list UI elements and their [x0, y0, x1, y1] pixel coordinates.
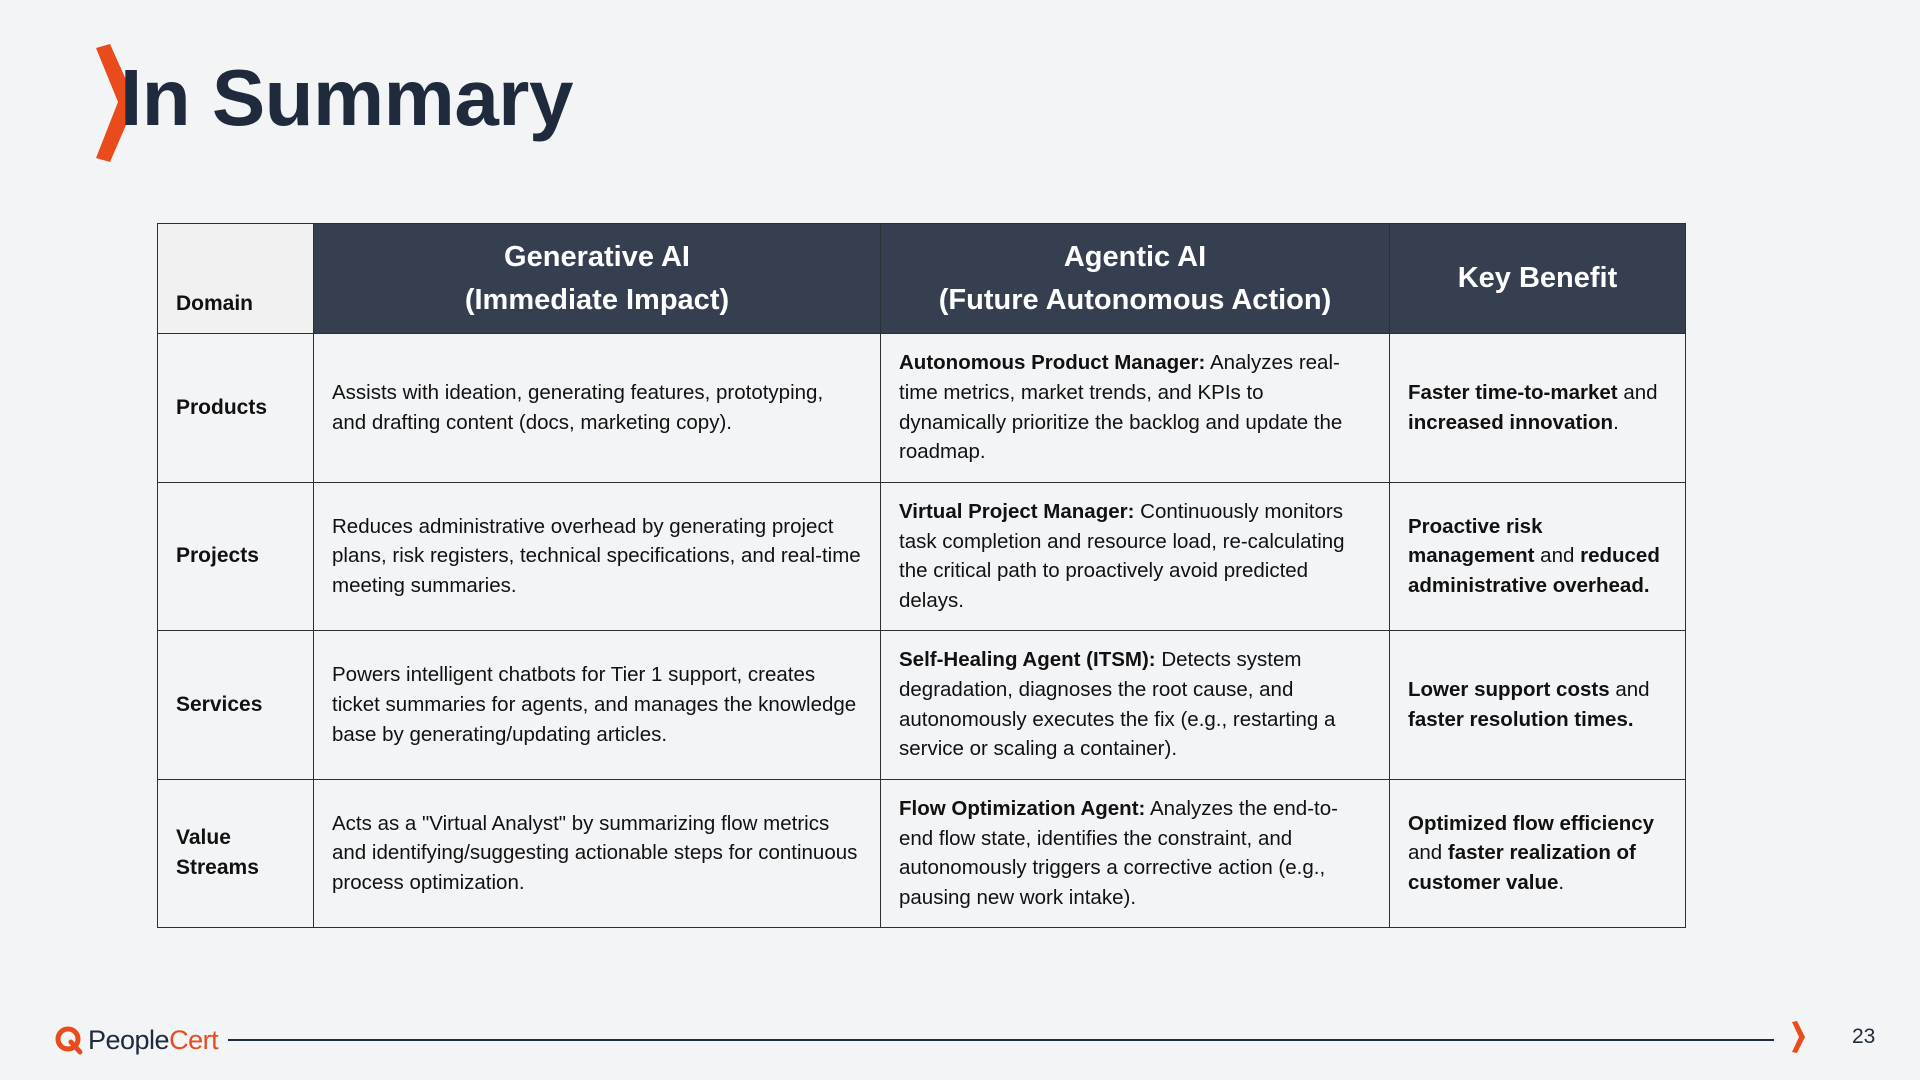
table-row-products — [158, 334, 1686, 483]
column-header-agentic-ai — [881, 224, 1390, 334]
agentic-text: Analyzes real-time metrics, market trends, and KPIs to dynamically prioritize the backlog and update the roadmap. — [899, 351, 1343, 464]
agentic-label: Flow Optimization Agent: — [899, 796, 1146, 820]
agentic-ai-title: Agentic AI — [1063, 241, 1207, 274]
column-header-domain: Domain — [158, 224, 314, 334]
chevron-right-icon — [1790, 1020, 1806, 1054]
agentic-cell — [881, 779, 1390, 928]
table-row-projects — [158, 482, 1686, 631]
footer-divider — [228, 1039, 1774, 1041]
domain-cell: Services — [158, 631, 314, 780]
column-header-generative-ai — [314, 224, 881, 334]
generative-cell: Reduces administrative overhead by generating project plans, risk registers, technical specifications, and real-time meeting summaries. — [314, 482, 881, 631]
domain-cell: Value Streams — [158, 779, 314, 928]
summary-table — [157, 223, 1686, 928]
generative-ai-title: Generative AI — [504, 241, 690, 274]
benefit-cell: Faster time-to-market and increased innovation. — [1390, 334, 1686, 483]
agentic-ai-subtitle: (Future Autonomous Action) — [938, 283, 1332, 316]
agentic-text: Continuously monitors task completion and resource load, re-calculating the critical path to proactively avoid predicted delays. — [899, 499, 1345, 612]
peoplecert-logo — [54, 1022, 218, 1058]
table-row-value-streams — [158, 779, 1686, 928]
agentic-text: Analyzes the end-to-end flow state, identifies the constraint, and autonomously triggers a corrective action (e.g., pausing new work intake). — [899, 796, 1338, 909]
agentic-label: Virtual Project Manager: — [899, 499, 1135, 523]
agentic-text: Detects system degradation, diagnoses the root cause, and autonomously executes the fix (e.g., restarting a service or scaling a container). — [899, 648, 1336, 761]
domain-cell: Projects — [158, 482, 314, 631]
agentic-cell — [881, 631, 1390, 780]
benefit-cell: Optimized flow efficiency and faster realization of customer value. — [1390, 779, 1686, 928]
logo-wordmark: PeopleCert — [88, 1024, 219, 1055]
page-number: 23 — [1852, 1025, 1876, 1048]
benefit-cell: Lower support costs and faster resolution times. — [1390, 631, 1686, 780]
table-row-services — [158, 631, 1686, 780]
generative-cell: Powers intelligent chatbots for Tier 1 support, creates ticket summaries for agents, and manages the knowledge base by generating/updating articles. — [314, 631, 881, 780]
domain-cell: Products — [158, 334, 314, 483]
agentic-cell — [881, 482, 1390, 631]
agentic-cell — [881, 334, 1390, 483]
benefit-cell: Proactive risk management and reduced administrative overhead. — [1390, 482, 1686, 631]
page-title: In Summary — [120, 53, 573, 142]
agentic-label: Autonomous Product Manager: — [899, 351, 1206, 375]
peoplecert-logo-icon — [54, 1025, 84, 1055]
generative-cell: Acts as a "Virtual Analyst" by summarizing flow metrics and identifying/suggesting actionable steps for continuous process optimization. — [314, 779, 881, 928]
generative-ai-subtitle: (Immediate Impact) — [464, 283, 730, 316]
column-header-key-benefit: Key Benefit — [1390, 224, 1686, 334]
generative-cell: Assists with ideation, generating features, prototyping, and drafting content (docs, marketing copy). — [314, 334, 881, 483]
table-header-row — [158, 224, 1686, 334]
agentic-label: Self-Healing Agent (ITSM): — [899, 648, 1156, 672]
